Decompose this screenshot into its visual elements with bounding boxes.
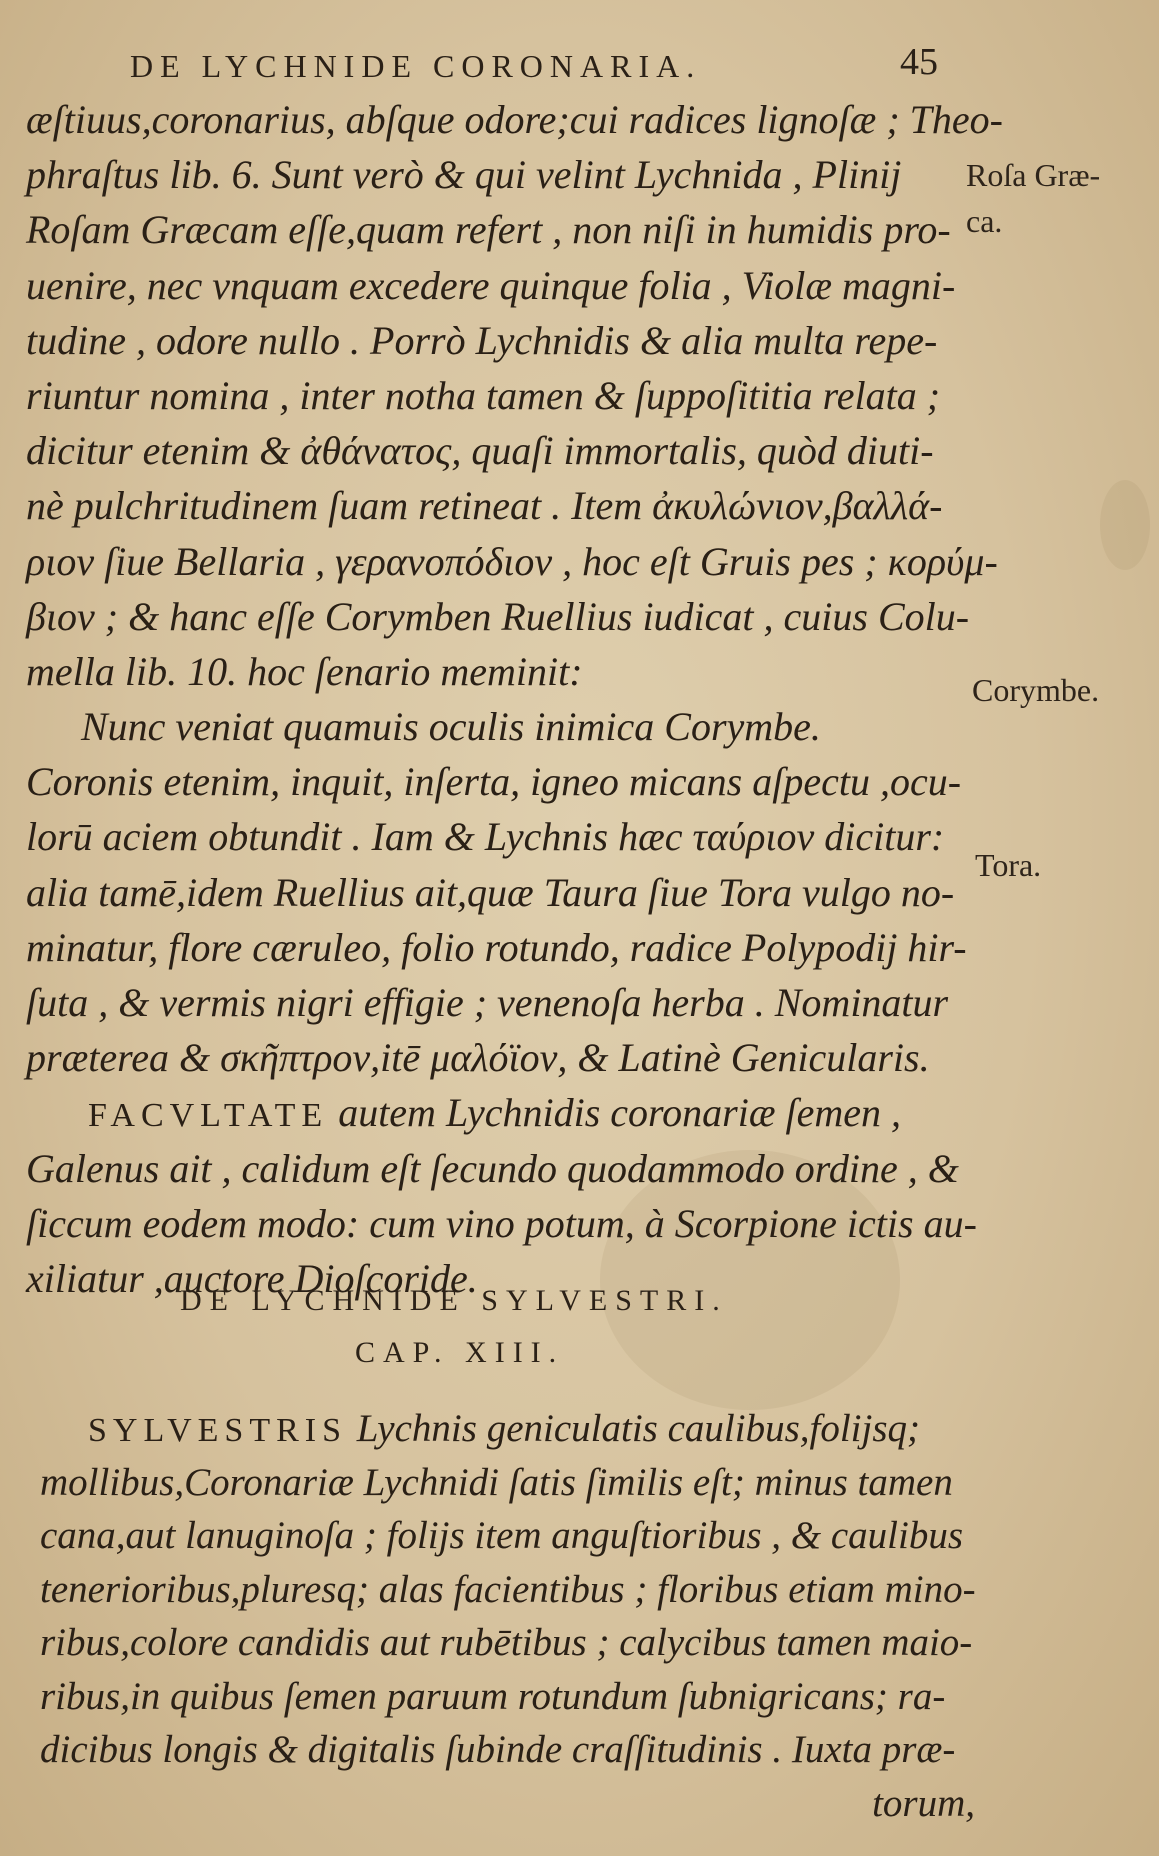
text-line: alia tamē,idem Ruellius ait,quæ Taura ſiue Tora vulgo no- <box>26 869 955 915</box>
margin-note-rosa: Roſa Græ- <box>966 157 1101 193</box>
chapter-title: DE LYCHNIDE SYLVESTRI. <box>180 1284 728 1317</box>
text-line: dicibus longis & digitalis ſubinde craſſitudinis . Iuxta præ- <box>40 1728 956 1771</box>
running-title: DE LYCHNIDE CORONARIA. <box>130 48 702 84</box>
chapter-number: CAP. XIII. <box>355 1336 565 1369</box>
paper-stain <box>1100 480 1150 570</box>
text-line: tenerioribus,pluresq; alas facientibus ; floribus etiam mino- <box>40 1567 976 1611</box>
text-line-sylvestris <box>40 1402 980 1456</box>
text-line: phraſtus lib. 6. Sunt verò & qui velint Lychnida , Plinij <box>26 152 902 198</box>
text-line: præterea & σκῆπτρον,itē μαλόϊον, & Latinè Genicularis. <box>26 1035 930 1081</box>
text-line: mollibus,Coronariæ Lychnidi ſatis ſimilis eſt; minus tamen <box>40 1460 953 1504</box>
text-line: lorū aciem obtundit . Iam & Lychnis hæc ταύριον dicitur: <box>26 814 945 860</box>
text-line: ribus,colore candidis aut rubētibus ; calycibus tamen maio- <box>40 1621 973 1664</box>
text-line: uenire, nec vnquam excedere quinque folia , Violæ magni- <box>26 262 956 308</box>
text-line: Roſam Græcam eſſe,quam refert , non niſi in humidis pro- <box>26 207 951 253</box>
text-line: cana,aut lanuginoſa ; folijs item anguſtioribus , & caulibus <box>40 1514 963 1557</box>
text-line: βιον ; & hanc eſſe Corymben Ruellius iudicat , cuius Colu- <box>26 593 970 639</box>
text-line: nè pulchritudinem ſuam retineat . Item ἀκυλώνιον,βαλλά- <box>26 483 943 529</box>
text-line: dicitur etenim & ἀθάνατος, quaſi immortalis, quòd diuti- <box>26 428 934 474</box>
text-line: xiliatur ,auctore Dioſcoride. <box>26 1255 478 1301</box>
main-text-section-2 <box>40 1402 980 1830</box>
small-caps-word: SYLVESTRIS <box>88 1412 348 1449</box>
text-line: Galenus ait , calidum eſt ſecundo quodammodo ordine , & <box>26 1145 959 1191</box>
text-line: riuntur nomina , inter notha tamen & ſuppoſititia relata ; <box>26 372 941 418</box>
page-number: 45 <box>900 41 938 83</box>
main-text-section-1 <box>26 92 1003 1306</box>
text-line: ριον ſiue Bellaria , γερανοπόδιον , hoc eſt Gruis pes ; κορύμ- <box>26 538 998 584</box>
text-line: æſtiuus,coronarius, abſque odore;cui radices lignoſæ ; Theo- <box>26 97 1003 142</box>
text-line: Coronis etenim, inquit, inſerta, igneo micans aſpectu ,ocu- <box>26 759 962 805</box>
catchword: torum, <box>872 1781 975 1825</box>
verse-quote: Nunc veniat quamuis oculis inimica Corymbe. <box>81 704 821 750</box>
text-line: minatur, flore cæruleo, folio rotundo, radice Polypodij hir- <box>26 924 967 970</box>
text-span: Lychnis geniculatis caulibus,folijsq; <box>347 1407 920 1450</box>
text-line: ſiccum eodem modo: cum vino potum, à Scorpione ictis au- <box>26 1200 977 1246</box>
text-line-facultate <box>26 1085 976 1140</box>
text-line: ſuta , & vermis nigri effigie ; venenoſa herba . Nominatur <box>26 980 949 1025</box>
margin-note-rosa-cont: ca. <box>966 203 1003 239</box>
text-line: mella lib. 10. hoc ſenario meminit: <box>26 648 583 694</box>
text-line: tudine , odore nullo . Porrò Lychnidis & alia multa repe- <box>26 317 938 363</box>
text-line: ribus,in quibus ſemen paruum rotundum ſubnigricans; ra- <box>40 1674 946 1718</box>
margin-note-tora: Tora. <box>975 847 1042 883</box>
small-caps-word: FACVLTATE <box>88 1097 329 1135</box>
margin-note-corymbe: Corymbe. <box>972 672 1100 708</box>
text-span: autem Lychnidis coronariæ ſemen , <box>328 1090 901 1136</box>
